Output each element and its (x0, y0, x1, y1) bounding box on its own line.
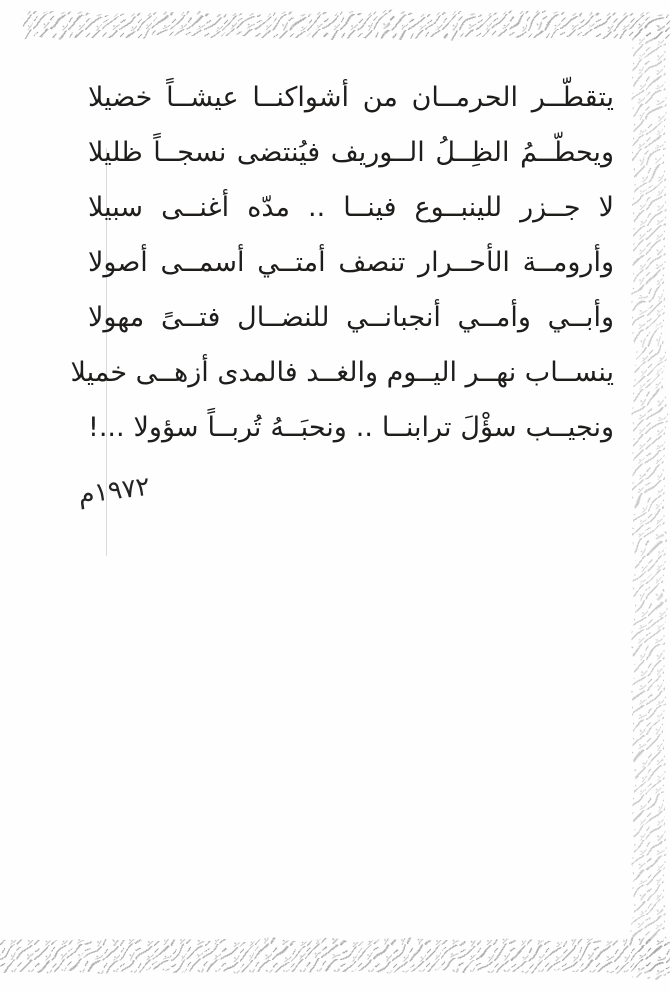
poem-line: لا جــزر للينبــوع فينــا .. مدّه أغنــى سبيلا (88, 192, 614, 223)
poem-line: وأرومــة الأحــرار تنصف أمتــي أسمــى أصولا (88, 247, 614, 278)
decorative-border-bottom (0, 940, 670, 972)
year-caption: ١٩٧٢م (76, 471, 152, 511)
poem-line: ينســاب نهــر اليــوم والغــد فالمدى أزهــى خميلا (70, 357, 614, 388)
poem-line: يتقطّــر الحرمــان من أشواكنــا عيشــاً خضيلا (88, 82, 614, 113)
poem-text (70, 70, 614, 455)
poem-line: ونجيــب سؤْلَ ترابنــا .. ونحبَــهُ تُربــاً سؤولا ...! (88, 412, 614, 443)
decorative-border-top (22, 12, 670, 38)
decorative-border-right (633, 22, 665, 980)
poem-line: ويحطّــمُ الظِــلُ الــوريف فيُنتضى نسجــاً ظليلا (88, 137, 614, 168)
poem-line: وأبــي وأمــي أنجبانــي للنضــال فتــىً مهولا (88, 302, 614, 333)
